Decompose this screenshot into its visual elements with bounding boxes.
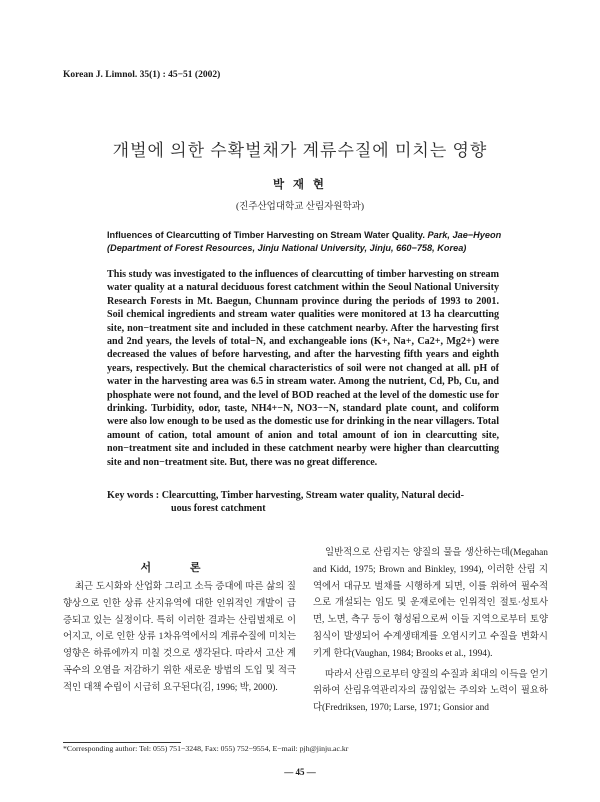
section-heading: 서 론 — [140, 562, 219, 574]
right-column — [313, 545, 548, 721]
keywords-label: Key words : — [107, 490, 160, 501]
left-column-text: 최근 도시화와 산업화 그리고 소득 증대에 따른 삶의 질 향상으로 인한 상류 산지유역에 대한 인위적인 개발이 급증되고 있는 실정이다. 특히 이러한 결과는 산림벌채로 이어지고, 이로 인한 상류 1차유역에서의 계류수질에 미치는 영향은 하류에까지 미칠 것으로 생각된다. 따라서 고산 계곡수의 오염을 저감하기 위한 새로운 방법의 도입 및 적극적인 대책 수립이 시급히 요구된다(김, 1996; 박, 2000). — [63, 582, 296, 693]
korean-title: 개벌에 의한 수확벌채가 계류수질에 미치는 영향 — [112, 141, 488, 160]
abstract: This study was investigated to the influences of clearcutting of timber harvesting on stream water quality at a natural deciduous forest catchment within the Seoul National University Research Forests in Mt. Baegun, Chunnam province during the periods of 1993 to 2001. Soil chemical ingredients and stream water qualities were monitored at 13 ha clearcutting site, non−treatment site and included in these catchment nearby. After the harvesting first and 2nd years, the levels of total−N, and exchangeable ions (K+, Na+, Ca2+, Mg2+) were decreased the values of before harvesting, and after the harvesting fifth years and eighth years, respectively. But the chemical characteristics of soil were not changed at all. pH of water in the harvesting area was 6.5 in stream water. Among the nutrient, Cd, Pb, Cu, and phosphate were not found, and the level of BOD reached at the level of the domestic use for drinking. Turbidity, odor, taste, NH4+−N, NO3−−N, standard plate count, and coliform were also low enough to be used as the domestic use for drinking in the near villagers. Total amount of cation, total amount of anion and total amount of ion in clearcutting site, non−treatment site and included in these catchment nearby were higher than clearcutting site and non−treatment site. But, there was no great difference. — [107, 269, 499, 468]
english-author: Park, Jae−Hyeon — [427, 230, 502, 240]
footnote: *Corresponding author: Tel: 055) 751−3248, Fax: 055) 752−9554, E−mail: pjh@jinju.ac.kr — [63, 744, 349, 753]
right-paragraph-2: 따라서 산림으로부터 양질의 수질과 최대의 이득을 얻기 위하여 산림유역관리자의 끊임없는 주의와 노력이 필요하다(Fredriksen, 1970; Larse, 1971; Gonsior and — [313, 669, 548, 714]
right-paragraph-1: 일반적으로 산림지는 양질의 물을 생산하는데(Megahan and Kidd, 1975; Brown and Binkley, 1994), 이러한 산림 지역에서 대규모 벌채를 시행하게 되면, 이를 위하여 필수적으로 개설되는 임도 및 운재로에는 인위적인 절토·성토사면, 노면, 측구 등이 형성됨으로써 이들 지역으로부터 토양침식이 발생되어 수계생태계를 오염시키고 수질을 변화시키게 한다(Vaughan, 1984; Brooks et al., 1994). — [313, 548, 548, 659]
keywords — [107, 489, 502, 503]
page-number: — 45 — — [284, 767, 316, 777]
english-title — [107, 229, 527, 242]
korean-affiliation: (진주산업대학교 산림자원학과) — [235, 202, 364, 212]
footnote-rule — [63, 742, 181, 743]
english-affiliation: (Department of Forest Resources, Jinju National University, Jinju, 660−758, Korea) — [107, 243, 467, 253]
english-title-main: Influences of Clearcutting of Timber Harvesting on Stream Water Quality. — [107, 230, 425, 240]
keywords-line1: Clearcutting, Timber harvesting, Stream water quality, Natural decid- — [161, 490, 464, 501]
journal-citation: Korean J. Limnol. 35(1) : 45−51 (2002) — [63, 70, 221, 80]
korean-author: 박 재 현 — [272, 179, 328, 191]
keywords-line2: uous forest catchment — [171, 503, 266, 514]
